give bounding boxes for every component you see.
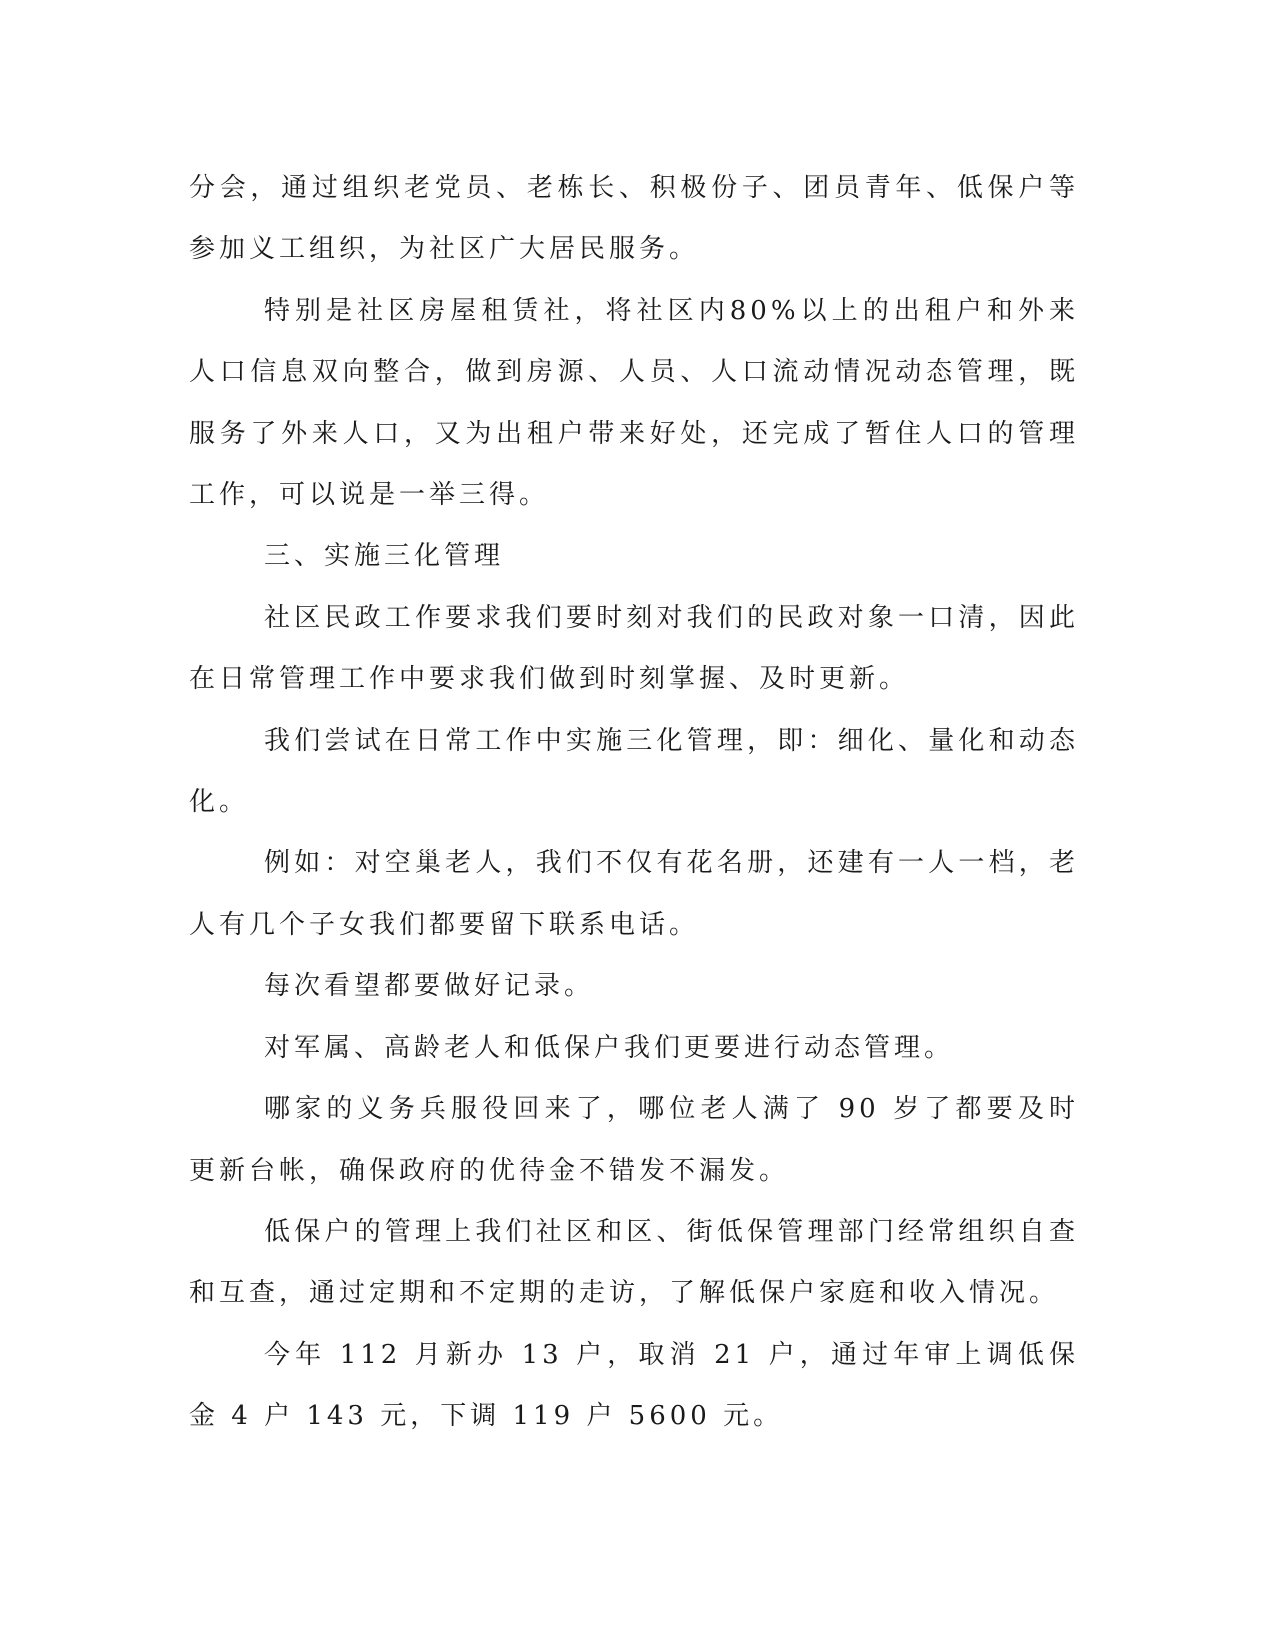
document-body xyxy=(189,158,1079,1448)
paragraph-10: 今年 112 月新办 13 户，取消 21 户，通过年审上调低保金 4 户 143 元，下调 119 户 5600 元。 xyxy=(189,1339,1079,1432)
paragraph-4: 我们尝试在日常工作中实施三化管理，即：细化、量化和动态化。 xyxy=(189,725,1079,818)
paragraph-8: 哪家的义务兵服役回来了，哪位老人满了 90 岁了都要及时更新台帐，确保政府的优待金不错发不漏发。 xyxy=(189,1094,1079,1186)
paragraph-3: 社区民政工作要求我们要时刻对我们的民政对象一口清，因此在日常管理工作中要求我们做到时刻掌握、及时更新。 xyxy=(189,602,1079,695)
section-heading: 三、实施三化管理 xyxy=(264,541,505,572)
paragraph-9: 低保户的管理上我们社区和区、街低保管理部门经常组织自查和互查，通过定期和不定期的走访，了解低保户家庭和收入情况。 xyxy=(189,1216,1079,1309)
paragraph-2: 特别是社区房屋租赁社，将社区内80%以上的出租户和外来人口信息双向整合，做到房源、人员、人口流动情况动态管理，既服务了外来人口，又为出租户带来好处，还完成了暂住人口的管理工作，可以说是一举三得。 xyxy=(189,295,1079,511)
paragraph-5: 例如：对空巢老人，我们不仅有花名册，还建有一人一档，老人有几个子女我们都要留下联系电话。 xyxy=(189,848,1079,940)
paragraph-1: 分会，通过组织老党员、老栋长、积极份子、团员青年、低保户等参加义工组织，为社区广大居民服务。 xyxy=(189,173,1079,265)
paragraph-7: 对军属、高龄老人和低保户我们更要进行动态管理。 xyxy=(264,1032,955,1063)
paragraph-6: 每次看望都要做好记录。 xyxy=(264,971,595,1002)
